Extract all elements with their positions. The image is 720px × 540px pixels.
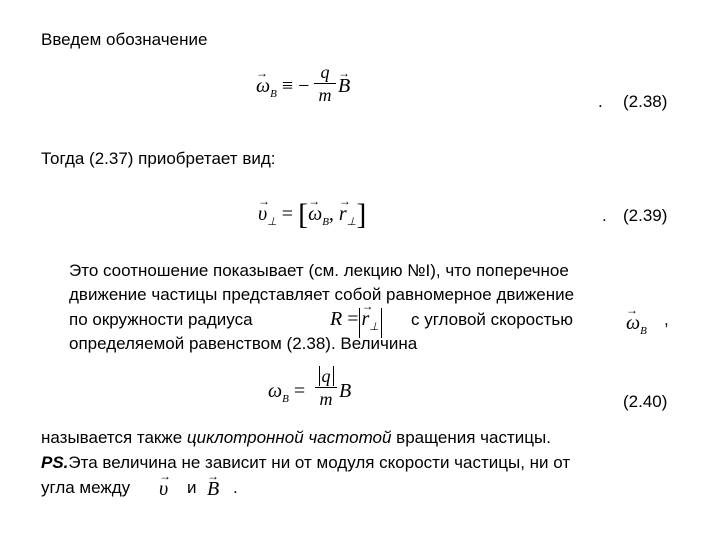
para-line-3b: с угловой скоростью	[411, 310, 574, 329]
para-line-3c: ,	[664, 310, 669, 329]
intro-text: Введем обозначение	[41, 30, 208, 49]
equation-2-39: → $\upsilon_\perp$ = [→ $\omega_B$, → $r_\perp$]	[258, 203, 366, 233]
para-line-1: Это соотношение показывает (см. лекцию №I), что поперечное	[69, 261, 569, 280]
eq-2-39-dot: .	[602, 206, 607, 225]
radius-formula: $R =\to r_\perp$	[330, 308, 382, 338]
upsilon-vector: → υ	[159, 478, 168, 500]
final-dot: .	[233, 478, 238, 497]
eq-2-38-number: (2.38)	[623, 92, 668, 111]
para-line-2: движение частицы представляет собой равномерное движение	[69, 285, 575, 304]
eq-2-39-number: (2.39)	[623, 206, 668, 225]
ps-line: PS.Эта величина не зависит ни от модуля скорости частицы, ни от	[41, 453, 571, 472]
and-text: и	[187, 478, 197, 497]
eq-2-38-dot: .	[598, 92, 603, 111]
para-line-3a: по окружности радиуса	[69, 310, 253, 329]
angle-between-text: угла между	[41, 478, 131, 497]
eq-2-40-number: (2.40)	[623, 392, 668, 411]
omega-b-inline: → $\omega_B$	[626, 312, 647, 342]
para-line-4: определяемой равенством (2.38). Величина	[69, 334, 418, 353]
cyclotron-line: называется также циклотронной частотой вращения частицы.	[41, 428, 551, 447]
then-text: Тогда (2.37) приобретает вид:	[41, 149, 276, 168]
b-vector: → B	[207, 478, 219, 500]
